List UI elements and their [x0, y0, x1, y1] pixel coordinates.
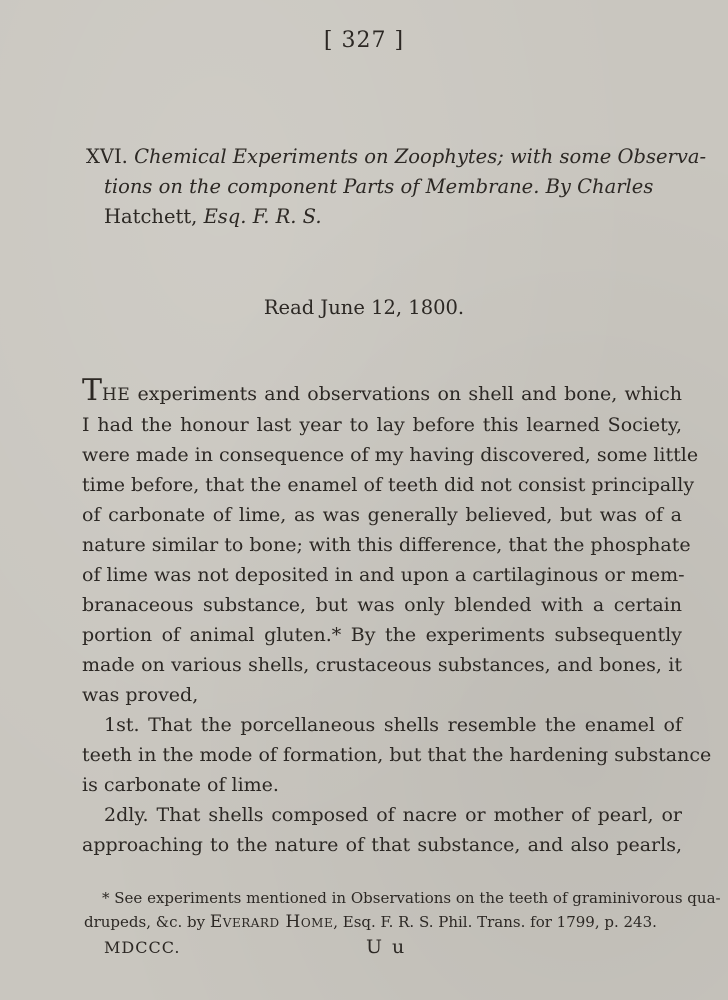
body-line: were made in consequence of my having discovered, some little	[82, 444, 699, 466]
body-line: 2dly. That shells composed of nacre or mother of pearl, or	[104, 804, 682, 826]
author-esq: Esq.	[203, 205, 247, 228]
read-date: Read June 12, 1800.	[263, 296, 465, 319]
title-line-1	[86, 142, 707, 172]
title-line-2	[86, 172, 686, 202]
body-line: 1st. That the porcellaneous shells resemble the enamel of	[104, 714, 682, 736]
body-line: approaching to the nature of that substance, and also pearls,	[82, 834, 682, 856]
body-line: of lime was not deposited in and upon a cartilaginous or mem-	[82, 564, 685, 586]
body-line: portion of animal gluten.* By the experiments subsequently	[82, 624, 682, 646]
title-line-3	[86, 202, 686, 232]
footnote-line-2: drupeds, &c. by Everard Home, Esq. F. R. S. Phil. Trans. for 1799, p. 243.	[84, 912, 657, 932]
article-title	[86, 142, 707, 232]
body-line: branaceous substance, but was only blended with a certain	[82, 594, 682, 616]
footnote-line-1: * See experiments mentioned in Observations on the teeth of graminivorous qua-	[102, 889, 721, 907]
body-line: of carbonate of lime, as was generally believed, but was of a	[82, 504, 682, 526]
body-line: THE experiments and observations on shell and bone, which	[82, 373, 682, 408]
title-by: By Charles	[539, 175, 654, 198]
footnote-author: Everard Home	[209, 912, 334, 932]
body-line: is carbonate of lime.	[82, 774, 279, 796]
body-text	[82, 373, 712, 860]
body-line: made on various shells, crustaceous substances, and bones, it	[82, 654, 682, 676]
title-number: XVI.	[86, 145, 135, 168]
body-line: nature similar to bone; with this difference, that the phosphate	[82, 534, 691, 556]
author-name: Hatchett,	[104, 205, 204, 228]
title-text-2: tions on the component Parts of Membrane.	[104, 175, 540, 198]
title-text-1: Chemical Experiments on Zoophytes; with some Observa-	[134, 145, 707, 168]
drop-cap: T	[82, 373, 103, 408]
sheet-signature: U u	[366, 936, 407, 958]
author-frs: F. R. S.	[246, 205, 322, 228]
page-number: [ 327 ]	[323, 28, 405, 53]
footnote	[84, 886, 721, 934]
body-line: time before, that the enamel of teeth did not consist principally	[82, 474, 695, 496]
year-signature: MDCCC.	[104, 938, 181, 957]
body-line: was proved,	[82, 684, 199, 706]
body-line: teeth in the mode of formation, but that the hardening substance	[82, 744, 712, 766]
body-line: I had the honour last year to lay before this learned Society,	[82, 414, 682, 436]
drop-cap-rest: HE	[102, 385, 131, 405]
